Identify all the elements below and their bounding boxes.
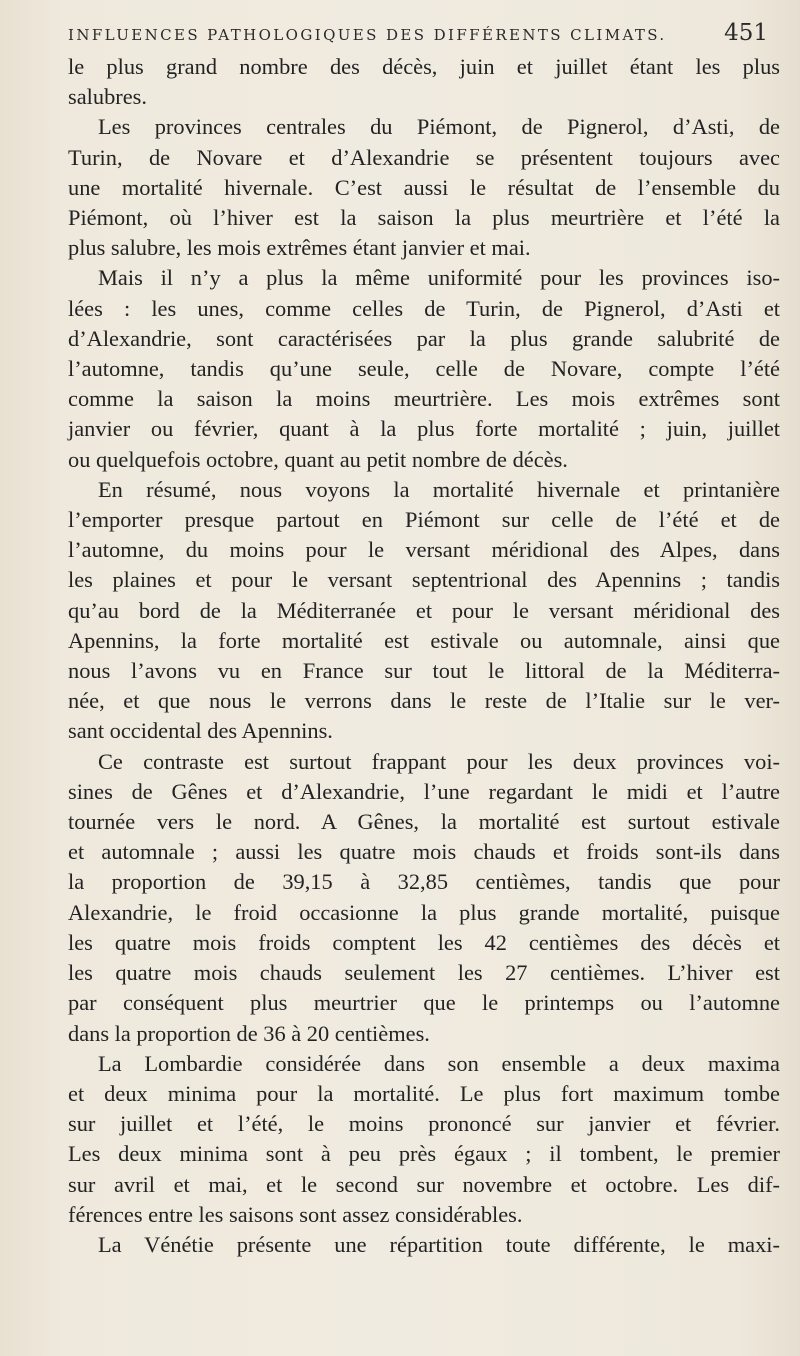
page-number: 451: [724, 20, 768, 46]
text-line: tournée vers le nord. A Gênes, la mortalité est surtout estivale: [68, 809, 780, 835]
text-line: janvier ou février, quant à la plus forte mortalité ; juin, juillet: [68, 416, 780, 442]
text-line: Les provinces centrales du Piémont, de Pignerol, d’Asti, de: [98, 114, 780, 140]
text-line: née, et que nous le verrons dans le reste de l’Italie sur le ver-: [68, 688, 780, 714]
text-line: Piémont, où l’hiver est la saison la plus meurtrière et l’été la: [68, 205, 780, 231]
text-line: qu’au bord de la Méditerranée et pour le versant méridional des: [68, 597, 780, 623]
text-line: Les deux minima sont à peu près égaux ; il tombent, le premier: [68, 1141, 780, 1167]
text-line: La Lombardie considérée dans son ensemble a deux maxima: [98, 1050, 780, 1076]
text-line: Ce contraste est surtout frappant pour les deux provinces voi-: [98, 748, 780, 774]
text-line: dans la proportion de 36 à 20 centièmes.: [68, 1020, 430, 1046]
text-line: l’automne, du moins pour le versant méridional des Alpes, dans: [68, 537, 780, 563]
text-line: l’emporter presque partout en Piémont sur celle de l’été et de: [68, 507, 780, 533]
text-line: Alexandrie, le froid occasionne la plus grande mortalité, puisque: [68, 899, 780, 925]
text-line: par conséquent plus meurtrier que le printemps ou l’automne: [68, 990, 780, 1016]
text-line: nous l’avons vu en France sur tout le littoral de la Méditerra-: [68, 658, 780, 684]
text-line: et automnale ; aussi les quatre mois chauds et froids sont-ils dans: [68, 839, 780, 865]
text-line: La Vénétie présente une répartition toute différente, le maxi-: [98, 1231, 780, 1257]
text-line: plus salubre, les mois extrêmes étant janvier et mai.: [68, 235, 531, 261]
text-line: les quatre mois froids comptent les 42 centièmes des décès et: [68, 929, 780, 955]
text-line: sur avril et mai, et le second sur novembre et octobre. Les dif-: [68, 1171, 780, 1197]
text-line: l’automne, tandis qu’une seule, celle de Novare, compte l’été: [68, 356, 780, 382]
text-line: sur juillet et l’été, le moins prononcé sur janvier et février.: [68, 1111, 780, 1137]
text-line: et deux minima pour la mortalité. Le plus fort maximum tombe: [68, 1080, 780, 1106]
text-line: la proportion de 39,15 à 32,85 centièmes, tandis que pour: [68, 869, 780, 895]
text-line: En résumé, nous voyons la mortalité hivernale et printanière: [98, 476, 780, 502]
text-line: Apennins, la forte mortalité est estivale ou automnale, ainsi que: [68, 627, 780, 653]
text-line: Mais il n’y a plus la même uniformité pour les provinces iso-: [98, 265, 780, 291]
text-line: les plaines et pour le versant septentrional des Apennins ; tandis: [68, 567, 780, 593]
text-line: une mortalité hivernale. C’est aussi le résultat de l’ensemble du: [68, 174, 780, 200]
text-line: salubres.: [68, 84, 147, 110]
page-header: [68, 20, 768, 50]
running-title: INFLUENCES PATHOLOGIQUES DES DIFFÉRENTS CLIMATS.: [68, 26, 667, 44]
text-line: comme la saison la moins meurtrière. Les mois extrêmes sont: [68, 386, 780, 412]
text-line: Turin, de Novare et d’Alexandrie se présentent toujours avec: [68, 144, 780, 170]
text-line: d’Alexandrie, sont caractérisées par la plus grande salubrité de: [68, 325, 780, 351]
text-line: ou quelquefois octobre, quant au petit nombre de décès.: [68, 446, 568, 472]
text-line: sines de Gênes et d’Alexandrie, l’une regardant le midi et l’autre: [68, 778, 780, 804]
text-line: le plus grand nombre des décès, juin et juillet étant les plus: [68, 54, 780, 79]
body-text: [68, 52, 780, 1260]
text-line: les quatre mois chauds seulement les 27 centièmes. L’hiver est: [68, 960, 780, 986]
text-line: sant occidental des Apennins.: [68, 718, 333, 744]
text-line: férences entre les saisons sont assez considérables.: [68, 1201, 523, 1227]
text-line: lées : les unes, comme celles de Turin, de Pignerol, d’Asti et: [68, 295, 780, 321]
